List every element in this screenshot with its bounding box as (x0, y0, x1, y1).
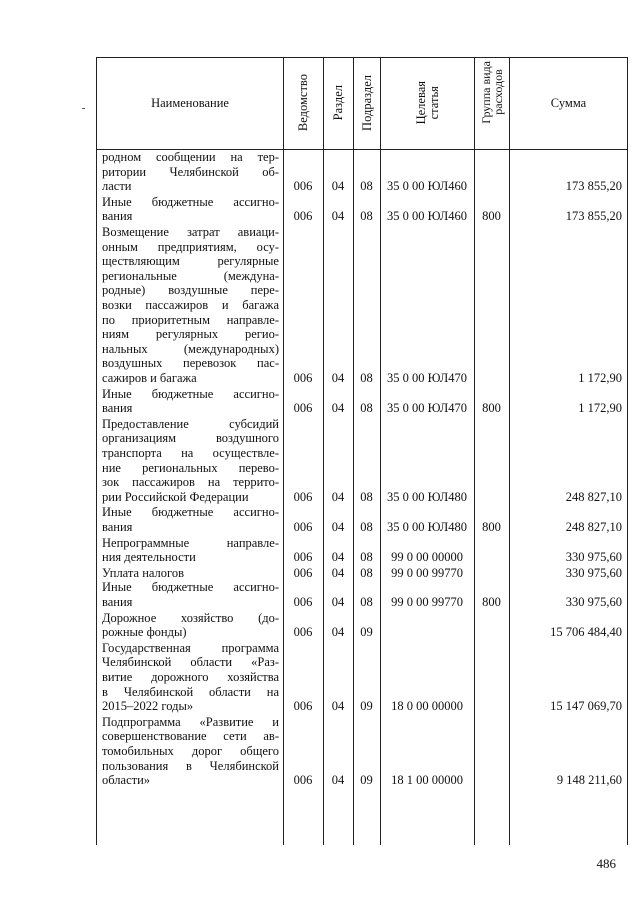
table-row (96, 387, 628, 416)
row-summa: 1 172,90 (578, 401, 622, 416)
table-row (96, 566, 628, 581)
row-podrazdel: 09 (360, 625, 373, 640)
row-vedomstvo: 006 (293, 594, 313, 609)
row-name-line: Иные бюджетные ассигно- (102, 580, 279, 595)
header-gruppa-line1: Группа вида (479, 61, 493, 124)
row-razdel: 04 (331, 489, 345, 504)
row-name (102, 195, 279, 224)
row-tselevaya-statya: 99 0 00 99770 (391, 594, 463, 609)
row-vedomstvo: 006 (293, 209, 313, 224)
row-name-line: возки пассажиров и багажа (102, 297, 279, 312)
header-tselevaya-label (415, 81, 441, 124)
row-gruppa: 800 (482, 401, 501, 416)
table-row (96, 417, 628, 505)
row-name-line: вания (102, 519, 133, 534)
row-razdel: 04 (331, 773, 345, 788)
row-name-line: ния деятельности (102, 550, 196, 565)
table-row (96, 150, 628, 194)
row-summa: 173 855,20 (565, 179, 622, 194)
row-podrazdel: 08 (360, 489, 373, 504)
row-name-line: пользования в Челябинской (102, 758, 279, 773)
row-tselevaya-statya: 35 0 00 ЮЛ480 (386, 489, 468, 504)
row-gruppa: 800 (482, 519, 501, 534)
row-name-line: Дорожное хозяйство (до- (102, 610, 279, 625)
row-name-line: зок пассажиров на террито- (102, 475, 279, 490)
row-vedomstvo: 006 (293, 550, 313, 565)
row-tselevaya-statya: 35 0 00 ЮЛ460 (386, 179, 468, 194)
row-name-line: нальных (международных) (102, 341, 279, 356)
row-name-line: вания (102, 209, 133, 224)
row-name (102, 505, 279, 534)
row-razdel: 04 (331, 625, 345, 640)
row-vedomstvo: 006 (293, 489, 313, 504)
row-tselevaya-statya: 35 0 00 ЮЛ480 (386, 519, 468, 534)
row-tselevaya-statya: 99 0 00 00000 (391, 550, 463, 565)
row-name (102, 566, 279, 581)
row-name-line: томобильных дорог общего (102, 743, 279, 758)
row-podrazdel: 08 (360, 209, 373, 224)
row-name-line: ние региональных перево- (102, 460, 279, 475)
row-razdel: 04 (331, 519, 345, 534)
header-podrazdel (354, 57, 380, 149)
row-name-line: Возмещение затрат авиаци- (102, 225, 279, 239)
row-podrazdel: 09 (360, 699, 373, 714)
table-row (96, 505, 628, 534)
row-podrazdel: 08 (360, 519, 373, 534)
row-name-line: организациям воздушного (102, 431, 279, 446)
row-name-line: 2015–2022 годы» (102, 699, 194, 714)
header-tselevaya-line1: Целевая (413, 81, 428, 125)
header-gruppa-label (480, 61, 504, 124)
row-tselevaya-statya: 18 0 00 00000 (391, 699, 463, 714)
row-name-line: региональные (междуна- (102, 268, 279, 283)
header-gruppa-line2: расходов (491, 69, 505, 116)
row-razdel: 04 (331, 594, 345, 609)
row-name-line: витие дорожного хозяйства (102, 669, 279, 684)
row-name-line: Предоставление субсидий (102, 416, 279, 431)
row-name-line: Непрограммные направле- (102, 535, 279, 550)
row-razdel: 04 (331, 565, 345, 580)
row-name (102, 715, 279, 788)
row-vedomstvo: 006 (293, 565, 313, 580)
row-summa: 173 855,20 (565, 209, 622, 224)
row-podrazdel: 08 (360, 565, 373, 580)
header-tselevaya (381, 57, 474, 149)
row-name (102, 536, 279, 565)
table-row (96, 641, 628, 714)
row-name (102, 580, 279, 609)
row-tselevaya-statya: 35 0 00 ЮЛ470 (386, 401, 468, 416)
row-tselevaya-statya: 99 0 00 99770 (391, 565, 463, 580)
table-row (96, 611, 628, 640)
row-name (102, 150, 279, 194)
table-row (96, 580, 628, 609)
row-name-line: ниям регулярных регио- (102, 327, 279, 342)
scan-mark (82, 108, 85, 109)
header-vedomstvo-label: Ведомство (296, 74, 310, 132)
header-podrazdel-label: Подраздел (359, 75, 374, 131)
row-summa: 330 975,60 (565, 594, 622, 609)
row-tselevaya-statya: 18 1 00 00000 (391, 773, 463, 788)
row-name-line: рии Российской Федерации (102, 489, 249, 504)
row-gruppa: 800 (482, 594, 501, 609)
table-row (96, 225, 628, 386)
row-summa: 1 172,90 (578, 371, 622, 385)
table-row (96, 536, 628, 565)
row-name (102, 225, 279, 386)
row-podrazdel: 08 (360, 371, 373, 385)
row-summa: 15 706 484,40 (550, 625, 622, 640)
row-razdel: 04 (331, 699, 345, 714)
table-row (96, 715, 628, 788)
row-name-line: вания (102, 401, 133, 416)
row-podrazdel: 08 (360, 401, 373, 416)
row-podrazdel: 08 (360, 550, 373, 565)
row-summa: 9 148 211,60 (556, 773, 622, 788)
row-name-line: родном сообщении на тер- (102, 150, 279, 164)
row-name (102, 387, 279, 416)
header-summa (510, 57, 627, 149)
table-row (96, 195, 628, 224)
row-razdel: 04 (331, 371, 345, 385)
row-podrazdel: 08 (360, 179, 373, 194)
header-name (97, 57, 283, 149)
row-razdel: 04 (331, 179, 345, 194)
row-summa: 248 827,10 (565, 519, 622, 534)
header-name-label: Наименование (151, 95, 229, 110)
row-podrazdel: 08 (360, 594, 373, 609)
header-razdel (324, 57, 353, 149)
row-name-line: Челябинской области «Раз- (102, 655, 279, 670)
row-vedomstvo: 006 (293, 773, 313, 788)
row-vedomstvo: 006 (293, 401, 313, 416)
row-summa: 330 975,60 (565, 565, 622, 580)
row-name-line: области» (102, 773, 151, 788)
row-name-line: Уплата налогов (102, 565, 184, 580)
row-name-line: вания (102, 594, 133, 609)
row-name-line: по приоритетным направле- (102, 312, 279, 327)
row-name (102, 611, 279, 640)
row-summa: 15 147 069,70 (550, 699, 622, 714)
row-name-line: ществляющим регулярные (102, 254, 279, 269)
header-summa-label: Сумма (550, 95, 587, 110)
row-name-line: Иные бюджетные ассигно- (102, 194, 279, 209)
row-name-line: в Челябинской области на (102, 684, 279, 699)
row-name-line: рожные фонды) (102, 625, 187, 640)
row-name-line: Иные бюджетные ассигно- (102, 386, 279, 401)
row-name-line: Иные бюджетные ассигно- (102, 505, 279, 520)
header-gruppa (475, 57, 509, 149)
row-vedomstvo: 006 (293, 371, 313, 385)
row-name-line: родные) воздушные пере- (102, 283, 279, 298)
page-number: 486 (596, 856, 616, 871)
row-razdel: 04 (331, 209, 345, 224)
row-name-line: онным предприятиям, осу- (102, 239, 279, 254)
row-gruppa: 800 (482, 209, 501, 224)
row-name-line: Государственная программа (102, 640, 279, 655)
header-razdel-label: Раздел (331, 85, 345, 121)
header-tselevaya-line2: статья (426, 86, 441, 120)
header-vedomstvo (284, 57, 323, 149)
row-vedomstvo: 006 (293, 519, 313, 534)
row-name-line: сажиров и багажа (102, 370, 197, 385)
row-vedomstvo: 006 (293, 699, 313, 714)
row-name (102, 641, 279, 714)
row-razdel: 04 (331, 550, 345, 565)
row-name (102, 417, 279, 505)
row-name-line: воздушных перевозок пас- (102, 356, 279, 371)
row-name-line: транспорта на осуществле- (102, 445, 279, 460)
row-name-line: ритории Челябинской об- (102, 164, 279, 179)
row-vedomstvo: 006 (293, 179, 313, 194)
row-tselevaya-statya: 35 0 00 ЮЛ460 (386, 209, 468, 224)
row-summa: 330 975,60 (565, 550, 622, 565)
row-name-line: совершенствование сети ав- (102, 729, 279, 744)
row-tselevaya-statya: 35 0 00 ЮЛ470 (386, 371, 468, 385)
row-razdel: 04 (331, 401, 345, 416)
row-name-line: ласти (102, 179, 132, 194)
row-podrazdel: 09 (360, 773, 373, 788)
row-name-line: Подпрограмма «Развитие и (102, 714, 279, 729)
row-vedomstvo: 006 (293, 625, 313, 640)
row-summa: 248 827,10 (565, 489, 622, 504)
